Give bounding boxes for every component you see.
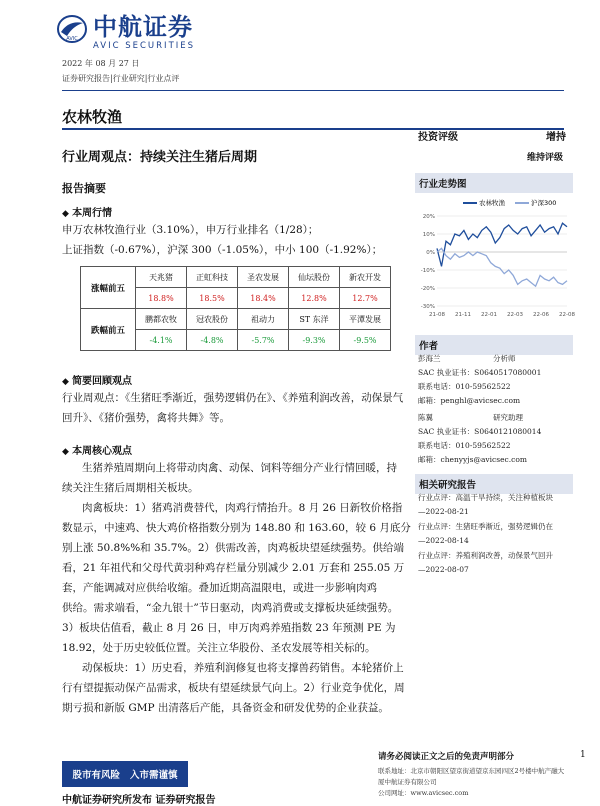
gainer-pct: 18.8% <box>136 288 187 309</box>
related-item-title[interactable]: 行业点评：高温干旱持续，关注种植板块 <box>418 493 553 502</box>
author1-name: 彭海兰 <box>418 354 441 363</box>
series-line-agri <box>437 223 567 266</box>
loser-pct: -5.7% <box>238 330 289 351</box>
related-item-date: —2022-08-07 <box>418 565 469 574</box>
table-row <box>81 267 391 288</box>
related-item-title[interactable]: 行业点评：养殖利润改善，动保景气回升 <box>418 551 553 560</box>
core-p1b: 续关注生猪后周期相关板块。 <box>62 482 199 494</box>
x-tick-label: 21-11 <box>455 312 471 318</box>
table-row <box>81 309 391 330</box>
y-tick-label: -30% <box>420 304 435 310</box>
trend-heading: 行业走势图 <box>415 173 573 193</box>
vet-line: 动保板块：1）历史看，养殖利润修复也将支撑兽药销售。本轮猪价上 <box>82 662 404 674</box>
risk-text: 股市有风险 <box>72 770 120 781</box>
gainer-name: 新农开发 <box>340 267 391 288</box>
related-item-date: —2022-08-14 <box>418 536 469 545</box>
disclaimer-note: 请务必阅读正文之后的免责声明部分 <box>378 752 515 762</box>
author2-role: 研究助理 <box>493 413 523 422</box>
meat-line: 套，产能调减对应供给收缩。叠加近期高温限电，或进一步影响肉鸡 <box>62 582 377 594</box>
x-tick-label: 22-01 <box>481 312 497 318</box>
y-tick-label: -10% <box>420 268 435 274</box>
gainer-name: 正虹科技 <box>187 267 238 288</box>
vet-paragraph <box>62 658 405 718</box>
logo-english: AVIC SECURITIES <box>93 41 196 51</box>
gainer-name: 天兆猪 <box>136 267 187 288</box>
header-divider <box>62 90 564 91</box>
title-divider <box>62 128 564 130</box>
rating-label: 投资评级 <box>418 132 458 143</box>
footer-publisher: 中航证券研究所发布 证券研究报告 <box>62 795 216 806</box>
svg-text:AVIC: AVIC <box>66 36 78 42</box>
meat-line: 3）板块估值看，截止 8 月 26 日，申万肉鸡养殖指数 23 年预测 PE 为 <box>62 622 396 634</box>
loser-pct: -9.5% <box>340 330 391 351</box>
review-heading: ◆ 简要回顾观点 <box>62 372 132 387</box>
report-date: 2022 年 08 月 27 日 <box>62 59 140 68</box>
loser-pct: -4.1% <box>136 330 187 351</box>
x-tick-label: 21-08 <box>429 312 445 318</box>
caution-text: 入市需谨慎 <box>130 770 178 781</box>
company-logo <box>57 14 195 51</box>
related-item-date: —2022-08-21 <box>418 507 469 516</box>
gainer-pct: 18.5% <box>187 288 238 309</box>
series-line-hs300 <box>437 248 567 286</box>
meat-paragraph <box>62 498 411 658</box>
review-line2: 回升》、《猪价强势，禽将共舞》等。 <box>62 412 230 424</box>
gainer-pct: 12.7% <box>340 288 391 309</box>
loser-name: 鹏都农牧 <box>136 309 187 330</box>
loser-pct: -4.8% <box>187 330 238 351</box>
meat-line: 18.92，处于历史较低位置。关注立华股份、圣农发展等相关标的。 <box>62 642 376 654</box>
rating-sub: 维持评级 <box>527 153 564 163</box>
vet-line: 行有望提振动保产品需求，板块有望延续景气向上。2）行业竞争优化，周 <box>62 682 405 694</box>
meat-line: 供给。需求端看，“金九银十”节日驱动，肉鸡消费或支撑板块延续强势。 <box>62 602 399 614</box>
loser-name: 祖动力 <box>238 309 289 330</box>
meat-line: 肉禽板块：1）猪鸡消费替代，肉鸡行情抬升。8 月 26 日新牧价格指 <box>82 502 403 514</box>
legend-a: 农林牧渔 <box>479 199 505 207</box>
trend-chart <box>415 192 573 324</box>
week-market-heading: ◆ 本周行情 <box>62 204 112 219</box>
breadcrumb: 证券研究报告|行业研究|行业点评 <box>62 74 180 83</box>
report-title: 行业周观点：持续关注生猪后周期 <box>62 150 258 165</box>
y-tick-label: -20% <box>420 286 435 292</box>
legend-b: 沪深300 <box>531 199 557 207</box>
author1-role: 分析师 <box>493 354 516 363</box>
core-heading: ◆ 本周核心观点 <box>62 442 132 457</box>
chart-legend <box>463 198 556 207</box>
author1-cert: SAC 执业证书：S0640517080001 <box>418 368 542 377</box>
week-market-line1: 申万农林牧渔行业（3.10%），申万行业排名（1/28）； <box>62 224 319 236</box>
core-p1a: 生猪养殖周期向上将带动肉禽、动保、饲料等细分产业行情回暖，持 <box>82 462 397 474</box>
author1-email[interactable]: 邮箱：penghl@avicsec.com <box>418 396 521 405</box>
authors-heading: 作者 <box>415 335 573 355</box>
gainer-pct: 12.8% <box>289 288 340 309</box>
y-tick-label: 0% <box>426 250 435 256</box>
performance-table <box>80 266 391 351</box>
loser-name: 平潭发展 <box>340 309 391 330</box>
author2-phone: 联系电话：010-59562522 <box>418 441 511 450</box>
footer-address2: 厦中航证券有限公司 <box>378 778 437 786</box>
footer-website[interactable]: 公司网址：www.avicsec.com <box>378 789 469 797</box>
avic-logo-icon <box>57 14 87 44</box>
x-tick-label: 22-03 <box>507 312 523 318</box>
related-heading: 相关研究报告 <box>415 474 573 494</box>
author2-name: 陈翼 <box>418 413 433 422</box>
loser-pct: -9.3% <box>289 330 340 351</box>
meat-line: 看，21 年祖代和父母代黄羽种鸡存栏量分别减少 2.01 万套和 255.05 万 <box>62 562 405 574</box>
x-tick-label: 22-06 <box>533 312 549 318</box>
logo-chinese: 中航证券 <box>93 13 193 41</box>
author2-email[interactable]: 邮箱：chenyyjs@avicsec.com <box>418 455 527 464</box>
industry-name: 农林牧渔 <box>62 108 123 126</box>
risk-banner <box>62 761 188 787</box>
gain-label: 涨幅前五 <box>81 267 136 309</box>
summary-heading: 报告摘要 <box>62 182 106 195</box>
review-line1: 行业周观点：《生猪旺季渐近，强势逻辑仍在》、《养殖利润改善，动保景气 <box>62 392 404 404</box>
meat-line: 别上涨 50.8%%和 35.7%。2）供需改善，肉鸡板块望延续强势。供给端 <box>62 542 405 554</box>
loser-name: 冠农股份 <box>187 309 238 330</box>
week-market-line2: 上证指数（-0.67%），沪深 300（-1.05%），中小 100（-1.92%）； <box>62 244 383 256</box>
related-item-title[interactable]: 行业点评：生猪旺季渐近，强势逻辑仍在 <box>418 522 553 531</box>
gainer-pct: 18.4% <box>238 288 289 309</box>
author2-cert: SAC 执业证书：S0640121080014 <box>418 427 542 436</box>
footer-address: 联系地址：北京市朝阳区望京街道望京东园四区2号楼中航产融大 <box>378 767 565 775</box>
meat-line: 数显示，中速鸡、快大鸡价格指数分别为 148.80 和 163.60，较 6 月底分 <box>62 522 411 534</box>
y-tick-label: 10% <box>422 232 435 238</box>
author1-phone: 联系电话：010-59562522 <box>418 382 511 391</box>
gainer-name: 圣农发展 <box>238 267 289 288</box>
x-tick-label: 22-08 <box>559 312 575 318</box>
y-tick-label: 20% <box>422 214 435 220</box>
rating-value: 增持 <box>546 132 566 143</box>
vet-line: 期亏损和新版 GMP 出清落后产能，具备资金和研发优势的企业获益。 <box>62 702 389 714</box>
loser-name: ST 东洋 <box>289 309 340 330</box>
page-number: 1 <box>580 750 586 760</box>
gainer-name: 仙坛股份 <box>289 267 340 288</box>
loss-label: 跌幅前五 <box>81 309 136 351</box>
